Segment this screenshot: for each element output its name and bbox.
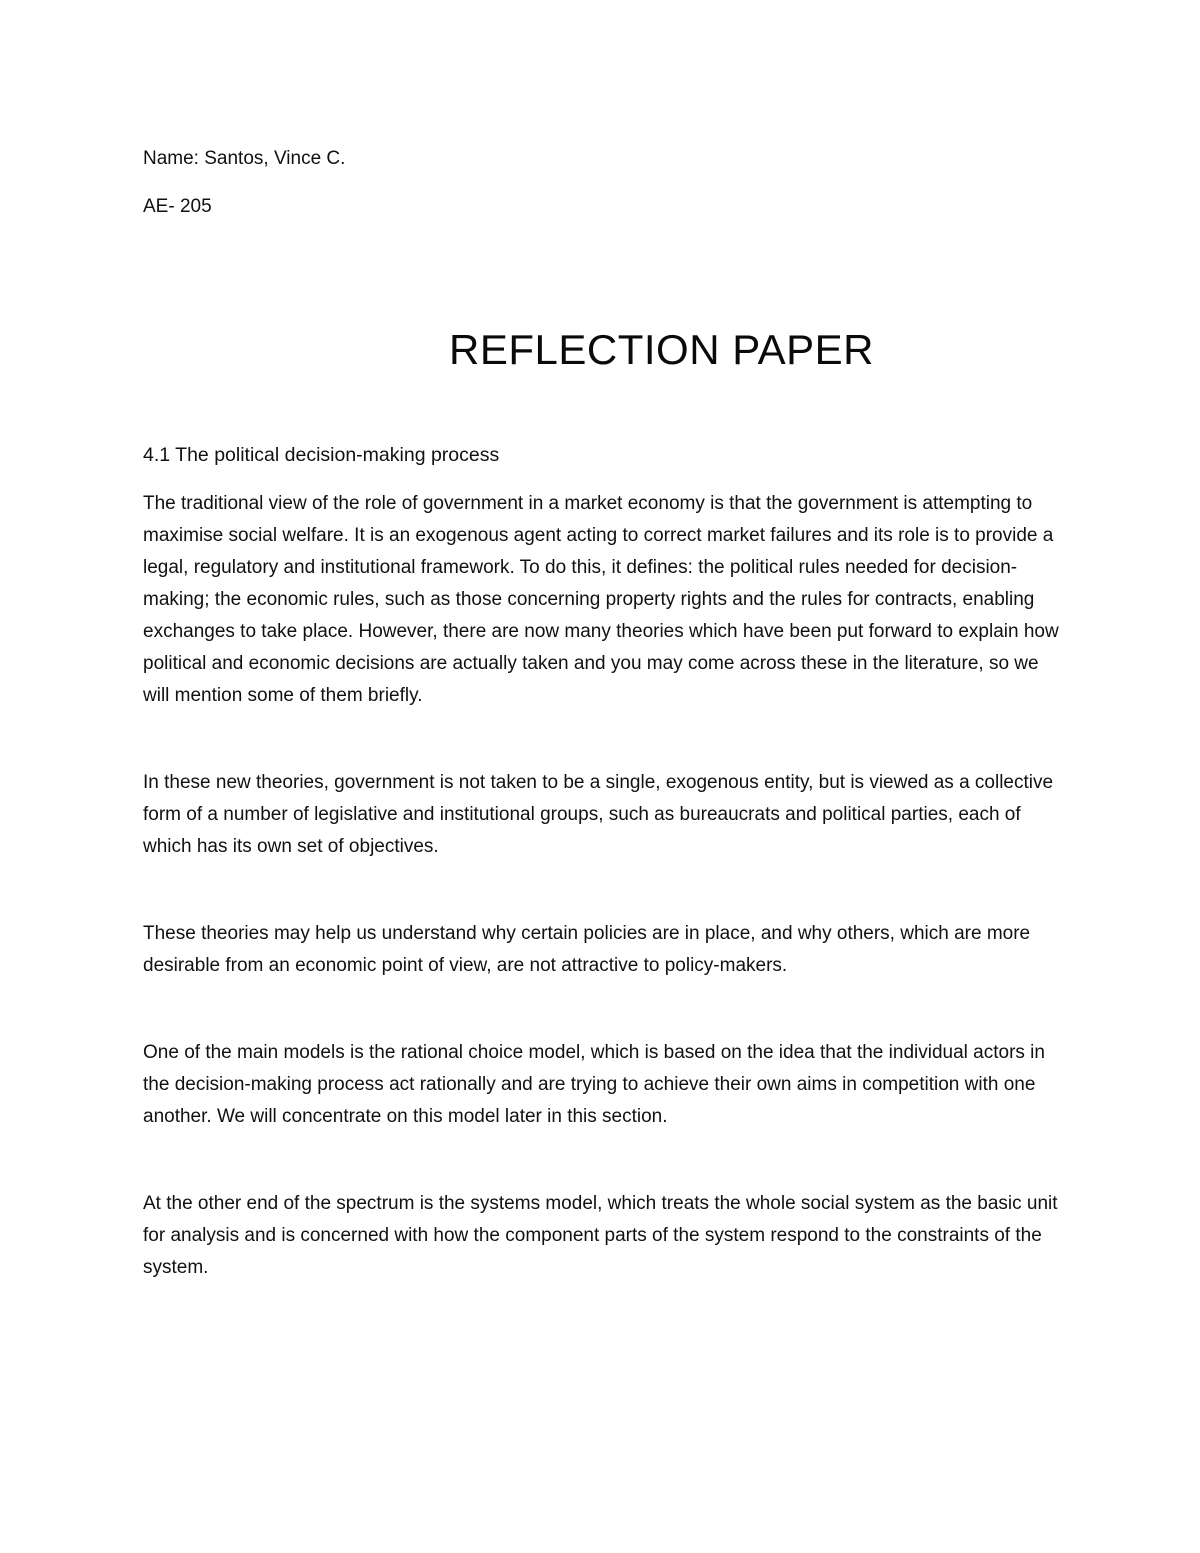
paragraph-rational-choice-model: One of the main models is the rational choice model, which is based on the idea that the individual actors in the decision-making process act rationally and are trying to achieve their own aims in competition with one another. We will concentrate on this model later in this section.	[143, 1042, 1045, 1127]
paragraph-traditional-view: The traditional view of the role of government in a market economy is that the government is attempting to maximise social welfare. It is an exogenous agent acting to correct market failures and its role is to provide a legal, regulatory and institutional framework. To do this, it defines: the political rules needed for decision-making; the economic rules, such as those concerning property rights and the rules for contracts, enabling exchanges to take place. However, there are now many theories which have been put forward to explain how political and economic decisions are actually taken and you may come across these in the literature, so we will mention some of them briefly.	[143, 493, 1059, 706]
author-name-line: Name: Santos, Vince C.	[143, 148, 346, 169]
paragraph-systems-model: At the other end of the spectrum is the systems model, which treats the whole social system as the basic unit for analysis and is concerned with how the component parts of the system respond to the constraints of the system.	[143, 1193, 1058, 1278]
page-title: REFLECTION PAPER	[449, 326, 874, 373]
paragraph-new-theories: In these new theories, government is not taken to be a single, exogenous entity, but is viewed as a collective form of a number of legislative and institutional groups, such as bureaucrats and political parties, each of which has its own set of objectives.	[143, 772, 1054, 857]
section-heading: 4.1 The political decision-making process	[143, 444, 500, 466]
paragraph-theories-help: These theories may help us understand why certain policies are in place, and why others, which are more desirable from an economic point of view, are not attractive to policy-makers.	[143, 923, 1031, 976]
course-code-line: AE- 205	[143, 196, 212, 217]
